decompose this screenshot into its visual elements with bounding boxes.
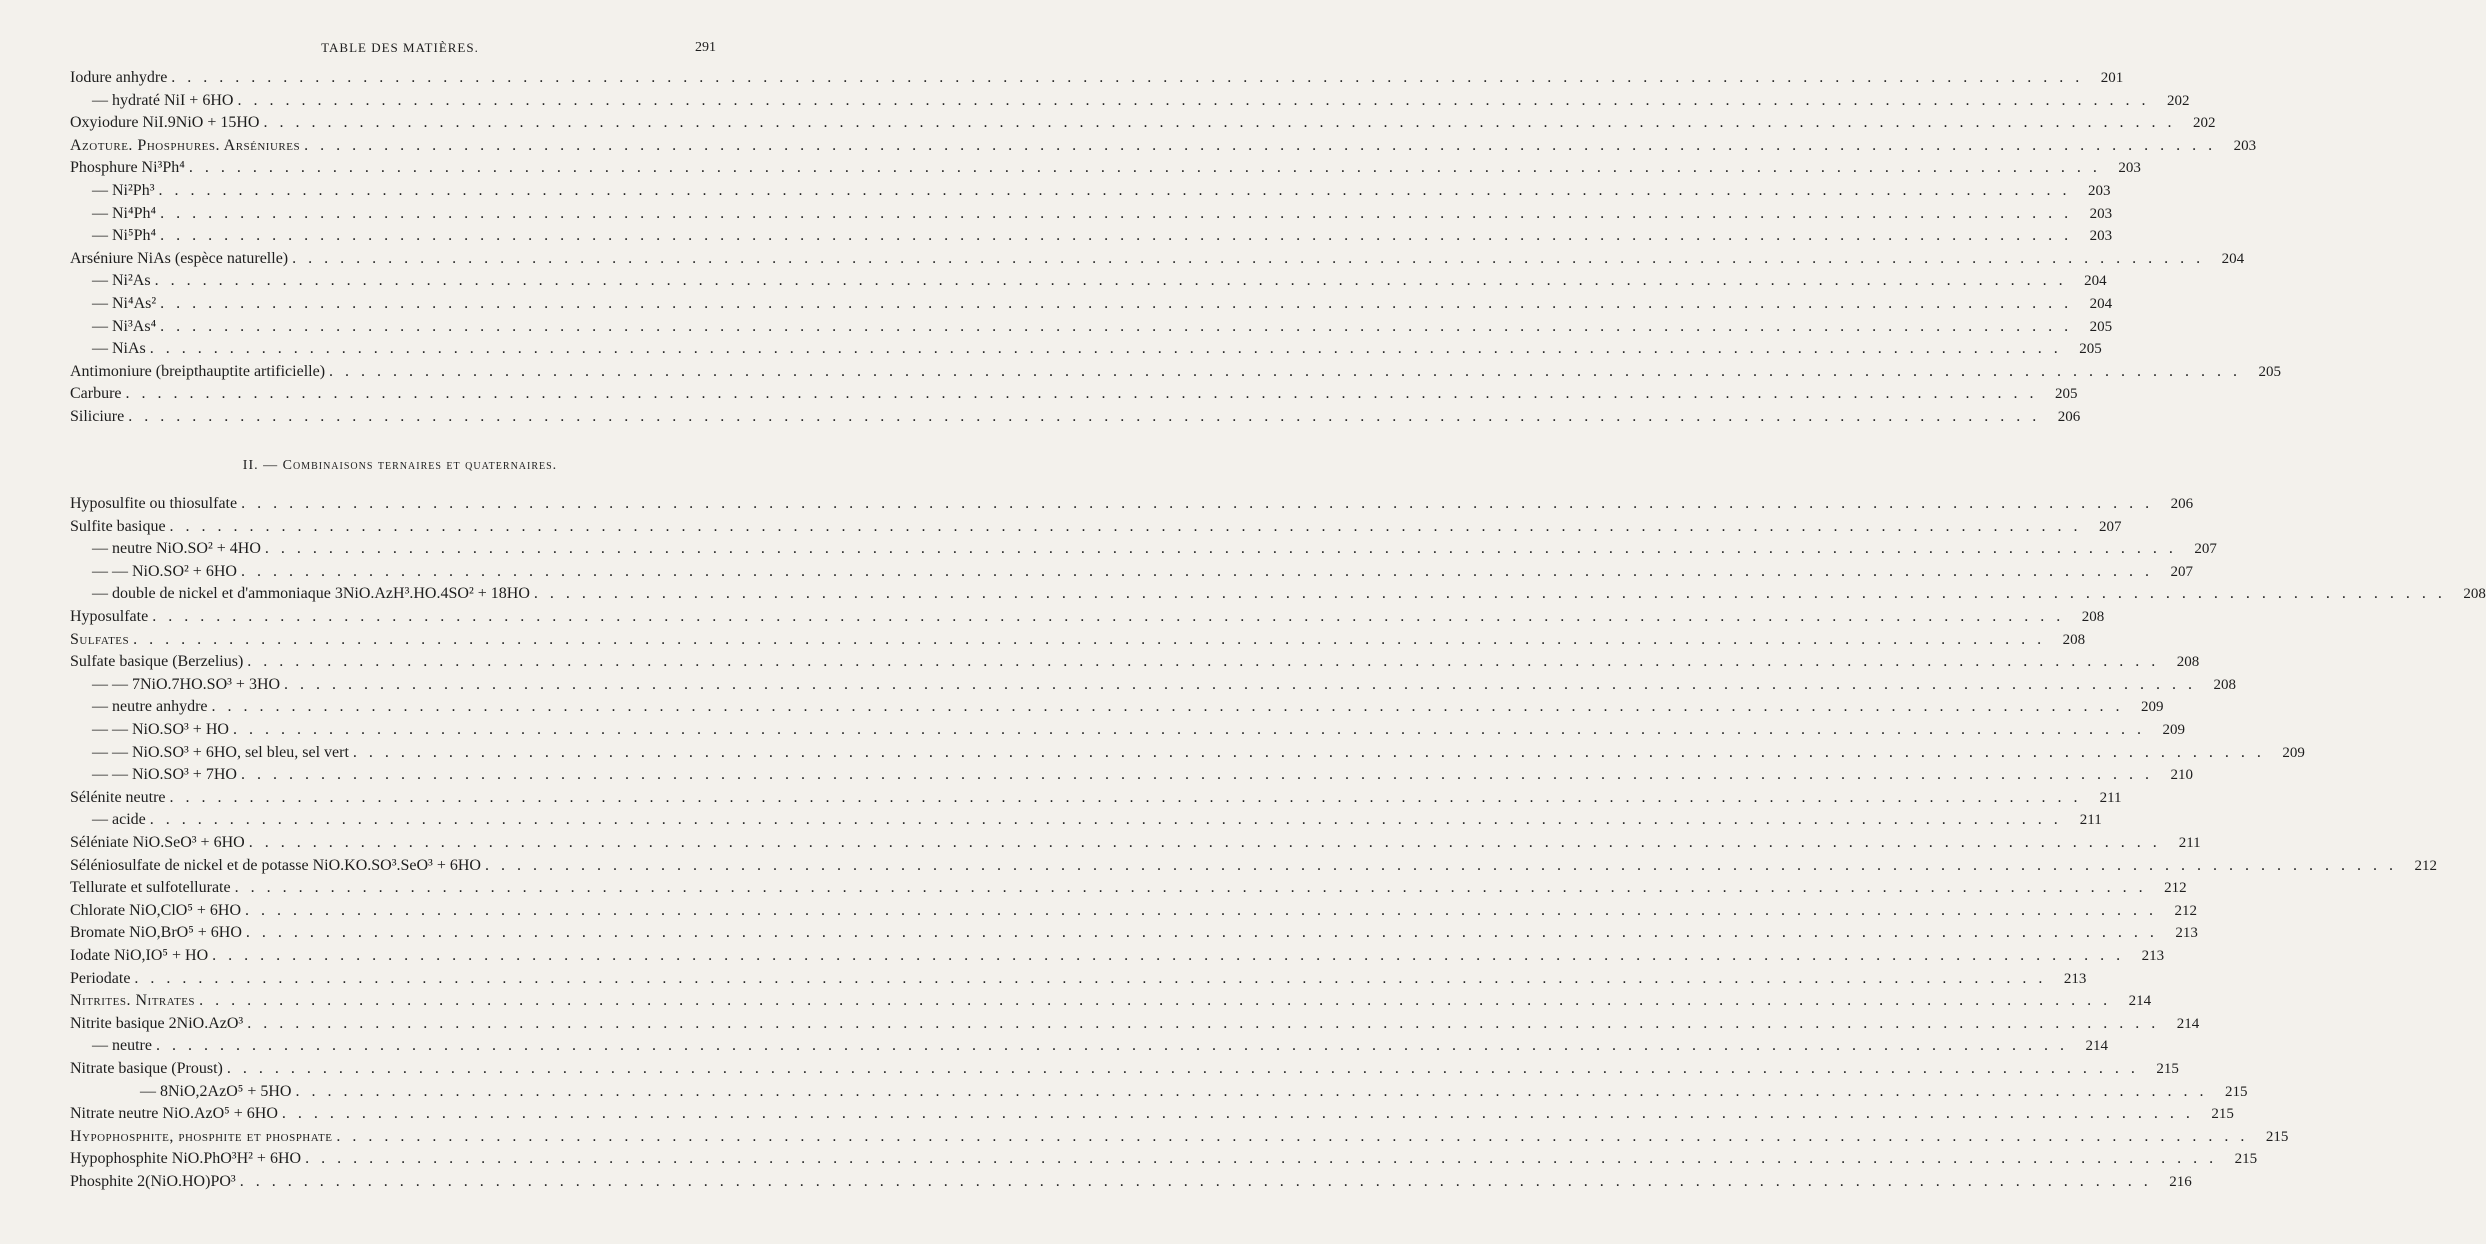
toc-entry[interactable] [70, 134, 2257, 156]
leader-dots: . . . . . . . . . . . . . . . . . . . . . . . . . . . . . . . . . . . . . . . . . . . . . . . . . . . . . . . . . . . . . . . . . . . . . . . . . . . . . . . . . . . . . . . . . . . . . . . . . . . . . . . . . . . . . . . . . . . . . . . . [149, 340, 2062, 358]
toc-entry[interactable] [70, 360, 2282, 382]
leader-dots: . . . . . . . . . . . . . . . . . . . . . . . . . . . . . . . . . . . . . . . . . . . . . . . . . . . . . . . . . . . . . . . . . . . . . . . . . . . . . . . . . . . . . . . . . . . . . . . . . . . . . . . . . . . . . . . . . . . . . . . . [245, 901, 2158, 919]
toc-entry-page: 216 [2169, 1174, 2192, 1190]
toc-entry-label: — Ni⁴As² [92, 295, 157, 312]
section-heading: II. — Combinaisons ternaires et quaternaires. [242, 458, 558, 473]
toc-entry[interactable] [70, 695, 2164, 717]
toc-entry-page: 214 [2176, 1015, 2200, 1032]
toc-entry[interactable] [70, 718, 2185, 740]
leader-dots: . . . . . . . . . . . . . . . . . . . . . . . . . . . . . . . . . . . . . . . . . . . . . . . . . . . . . . . . . . . . . . . . . . . . . . . . . . . . . . . . . . . . . . . . . . . . . . . . . . . . . . . . . . . . . . . . . . . . . . . . [263, 114, 2176, 132]
toc-entry[interactable] [70, 337, 2102, 359]
leader-dots: . . . . . . . . . . . . . . . . . . . . . . . . . . . . . . . . . . . . . . . . . . . . . . . . . . . . . . . . . . . . . . . . . . . . . . . . . . . . . . . . . . . . . . . . . . . . . . . . . . . . . . . . . . . . . . . . . . . . . . . . [264, 540, 2177, 558]
leader-dots: . . . . . . . . . . . . . . . . . . . . . . . . . . . . . . . . . . . . . . . . . . . . . . . . . . . . . . . . . . . . . . . . . . . . . . . . . . . . . . . . . . . . . . . . . . . . . . . . . . . . . . . . . . . . . . . . . . . . . . . . [160, 204, 2073, 222]
toc-entry-label: Bromate NiO,BrO⁵ + 6HO [70, 924, 242, 942]
leader-dots: . . . . . . . . . . . . . . . . . . . . . . . . . . . . . . . . . . . . . . . . . . . . . . . . . . . . . . . . . . . . . . . . . . . . . . . . . . . . . . . . . . . . . . . . . . . . . . . . . . . . . . . . . . . . . . . . . . . . . . . . [212, 947, 2125, 964]
toc-entry[interactable] [70, 269, 2107, 291]
leader-dots: . . . . . . . . . . . . . . . . . . . . . . . . . . . . . . . . . . . . . . . . . . . . . . . . . . . . . . . . . . . . . . . . . . . . . . . . . . . . . . . . . . . . . . . . . . . . . . . . . . . . . . . . . . . . . . . . . . . . . . . . [128, 408, 2041, 425]
toc-entry-page: 204 [2084, 273, 2107, 290]
toc-entry[interactable] [70, 1080, 2248, 1102]
leader-dots: . . . . . . . . . . . . . . . . . . . . . . . . . . . . . . . . . . . . . . . . . . . . . . . . . . . . . . . . . . . . . . . . . . . . . . . . . . . . . . . . . . . . . . . . . . . . . . . . . . . . . . . . . . . . . . . . . . . . . . . . [484, 856, 2397, 874]
leader-dots: . . . . . . . . . . . . . . . . . . . . . . . . . . . . . . . . . . . . . . . . . . . . . . . . . . . . . . . . . . . . . . . . . . . . . . . . . . . . . . . . . . . . . . . . . . . . . . . . . . . . . . . . . . . . . . . . . . . . . . . . [160, 227, 2073, 245]
leader-dots: . . . . . . . . . . . . . . . . . . . . . . . . . . . . . . . . . . . . . . . . . . . . . . . . . . . . . . . . . . . . . . . . . . . . . . . . . . . . . . . . . . . . . . . . . . . . . . . . . . . . . . . . . . . . . . . . . . . . . . . . [149, 811, 2062, 829]
toc-entry[interactable] [70, 989, 2152, 1011]
leader-dots: . . . . . . . . . . . . . . . . . . . . . . . . . . . . . . . . . . . . . . . . . . . . . . . . . . . . . . . . . . . . . . . . . . . . . . . . . . . . . . . . . . . . . . . . . . . . . . . . . . . . . . . . . . . . . . . . . . . . . . . . [237, 91, 2150, 109]
toc-entry[interactable] [70, 247, 2245, 269]
toc-entry[interactable] [70, 1102, 2234, 1124]
toc-entry-label: — hydraté NiI + 6HO [92, 91, 234, 109]
toc-entry-page: 209 [2282, 744, 2305, 761]
toc-entry-label: Sulfite basique [70, 517, 166, 535]
leader-dots: . . . . . . . . . . . . . . . . . . . . . . . . . . . . . . . . . . . . . . . . . . . . . . . . . . . . . . . . . . . . . . . . . . . . . . . . . . . . . . . . . . . . . . . . . . . . . . . . . . . . . . . . . . . . . . . . . . . . . . . . [133, 630, 2046, 648]
toc-entry-page: 205 [2258, 363, 2282, 380]
leader-dots: . . . . . . . . . . . . . . . . . . . . . . . . . . . . . . . . . . . . . . . . . . . . . . . . . . . . . . . . . . . . . . . . . . . . . . . . . . . . . . . . . . . . . . . . . . . . . . . . . . . . . . . . . . . . . . . . . . . . . . . . [125, 385, 2038, 403]
toc-entry-page: 207 [2170, 563, 2193, 580]
toc-entry-label: Nitrate neutre NiO.AzO⁵ + 6HO [70, 1105, 278, 1123]
leader-dots: . . . . . . . . . . . . . . . . . . . . . . . . . . . . . . . . . . . . . . . . . . . . . . . . . . . . . . . . . . . . . . . . . . . . . . . . . . . . . . . . . . . . . . . . . . . . . . . . . . . . . . . . . . . . . . . . . . . . . . . . [199, 992, 2112, 1010]
toc-entry-label: Azoture. Phosphures. Arséniures [70, 136, 301, 154]
leader-dots: . . . . . . . . . . . . . . . . . . . . . . . . . . . . . . . . . . . . . . . . . . . . . . . . . . . . . . . . . . . . . . . . . . . . . . . . . . . . . . . . . . . . . . . . . . . . . . . . . . . . . . . . . . . . . . . . . . . . . . . . [158, 182, 2071, 199]
toc-entry-label: Arséniure NiAs (espèce naturelle) [70, 249, 289, 267]
toc-entry-page: 204 [2089, 296, 2113, 312]
toc-entry-page: 213 [2175, 925, 2198, 942]
leader-dots: . . . . . . . . . . . . . . . . . . . . . . . . . . . . . . . . . . . . . . . . . . . . . . . . . . . . . . . . . . . . . . . . . . . . . . . . . . . . . . . . . . . . . . . . . . . . . . . . . . . . . . . . . . . . . . . . . . . . . . . . [155, 1037, 2068, 1055]
toc-entry-label: Chlorate NiO,ClO⁵ + 6HO [70, 901, 242, 919]
toc-entry-page: 202 [2192, 115, 2216, 132]
toc-entry[interactable] [70, 224, 2113, 246]
toc-entry[interactable] [70, 315, 2113, 337]
toc-entry-page: 214 [2085, 1038, 2108, 1055]
toc-entry-page: 202 [2166, 92, 2190, 109]
toc-entry[interactable] [70, 899, 2198, 921]
toc-entry-page: 208 [2062, 631, 2086, 648]
toc-entry[interactable] [70, 944, 2165, 966]
leader-dots: . . . . . . . . . . . . . . . . . . . . . . . . . . . . . . . . . . . . . . . . . . . . . . . . . . . . . . . . . . . . . . . . . . . . . . . . . . . . . . . . . . . . . . . . . . . . . . . . . . . . . . . . . . . . . . . . . . . . . . . . [329, 362, 2242, 380]
leader-dots: . . . . . . . . . . . . . . . . . . . . . . . . . . . . . . . . . . . . . . . . . . . . . . . . . . . . . . . . . . . . . . . . . . . . . . . . . . . . . . . . . . . . . . . . . . . . . . . . . . . . . . . . . . . . . . . . . . . . . . . . [240, 766, 2153, 784]
toc-entry-page: 213 [2141, 948, 2165, 964]
toc-entry-label: — 8NiO,2AzO⁵ + 5HO [140, 1082, 292, 1100]
toc-entry-label: Nitrate basique (Proust) [70, 1060, 223, 1077]
toc-entry-label: — Ni⁵Ph⁴ [92, 227, 157, 245]
leader-dots: . . . . . . . . . . . . . . . . . . . . . . . . . . . . . . . . . . . . . . . . . . . . . . . . . . . . . . . . . . . . . . . . . . . . . . . . . . . . . . . . . . . . . . . . . . . . . . . . . . . . . . . . . . . . . . . . . . . . . . . . [160, 317, 2073, 335]
page-header [0, 40, 800, 64]
toc-entry-label: — acide [92, 811, 146, 829]
toc-entry[interactable] [70, 786, 2122, 808]
toc-entry[interactable] [70, 605, 2105, 627]
toc-entry[interactable] [70, 515, 2122, 537]
toc-entry-label: — — NiO.SO³ + 6HO, sel bleu, sel vert [92, 743, 349, 761]
leader-dots: . . . . . . . . . . . . . . . . . . . . . . . . . . . . . . . . . . . . . . . . . . . . . . . . . . . . . . . . . . . . . . . . . . . . . . . . . . . . . . . . . . . . . . . . . . . . . . . . . . . . . . . . . . . . . . . . . . . . . . . . [234, 879, 2147, 897]
toc-entry-label: Séléniate NiO.SeO³ + 6HO [70, 834, 245, 851]
toc-entry[interactable] [70, 111, 2216, 133]
toc-entry-label: Carbure [70, 385, 122, 403]
toc-entry-label: — — NiO.SO³ + 7HO [92, 766, 237, 784]
toc-entry[interactable] [70, 650, 2200, 672]
toc-entry[interactable] [70, 876, 2187, 898]
toc-entry-label: — — NiO.SO² + 6HO [92, 562, 237, 580]
toc-entry[interactable] [70, 66, 2124, 88]
toc-entry-label: — neutre NiO.SO² + 4HO [92, 540, 261, 558]
leader-dots: . . . . . . . . . . . . . . . . . . . . . . . . . . . . . . . . . . . . . . . . . . . . . . . . . . . . . . . . . . . . . . . . . . . . . . . . . . . . . . . . . . . . . . . . . . . . . . . . . . . . . . . . . . . . . . . . . . . . . . . . [188, 159, 2101, 177]
toc-entry-page: 208 [2176, 654, 2200, 671]
toc-entry[interactable] [70, 854, 2437, 876]
toc-entry-label: — NiAs [92, 340, 146, 358]
toc-entry[interactable] [70, 808, 2102, 830]
leader-dots: . . . . . . . . . . . . . . . . . . . . . . . . . . . . . . . . . . . . . . . . . . . . . . . . . . . . . . . . . . . . . . . . . . . . . . . . . . . . . . . . . . . . . . . . . . . . . . . . . . . . . . . . . . . . . . . . . . . . . . . . [239, 1173, 2152, 1190]
toc-entry[interactable] [70, 831, 2201, 853]
toc-entry-label: — — NiO.SO³ + HO [92, 721, 229, 738]
leader-dots: . . . . . . . . . . . . . . . . . . . . . . . . . . . . . . . . . . . . . . . . . . . . . . . . . . . . . . . . . . . . . . . . . . . . . . . . . . . . . . . . . . . . . . . . . . . . . . . . . . . . . . . . . . . . . . . . . . . . . . . . [240, 562, 2153, 580]
toc-entry-page: 208 [2213, 676, 2237, 693]
toc-entry-page: 203 [2118, 160, 2141, 177]
leader-dots: . . . . . . . . . . . . . . . . . . . . . . . . . . . . . . . . . . . . . . . . . . . . . . . . . . . . . . . . . . . . . . . . . . . . . . . . . . . . . . . . . . . . . . . . . . . . . . . . . . . . . . . . . . . . . . . . . . . . . . . . [247, 653, 2160, 671]
leader-dots: . . . . . . . . . . . . . . . . . . . . . . . . . . . . . . . . . . . . . . . . . . . . . . . . . . . . . . . . . . . . . . . . . . . . . . . . . . . . . . . . . . . . . . . . . . . . . . . . . . . . . . . . . . . . . . . . . . . . . . . . [154, 272, 2067, 290]
toc-entry[interactable] [70, 179, 2111, 201]
toc-entry-label: Hyposulfate [70, 608, 149, 625]
toc-entry[interactable] [70, 741, 2305, 763]
toc-entry-page: 204 [2221, 250, 2245, 267]
toc-entry-label: — neutre anhydre [92, 698, 208, 716]
toc-entry-page: 206 [2057, 409, 2081, 425]
leader-dots: . . . . . . . . . . . . . . . . . . . . . . . . . . . . . . . . . . . . . . . . . . . . . . . . . . . . . . . . . . . . . . . . . . . . . . . . . . . . . . . . . . . . . . . . . . . . . . . . . . . . . . . . . . . . . . . . . . . . . . . . [305, 1150, 2218, 1168]
toc-entry-page: 215 [2211, 1106, 2234, 1123]
toc-entry-page: 215 [2156, 1061, 2179, 1077]
toc-entry[interactable] [70, 1057, 2179, 1079]
toc-entry[interactable] [70, 292, 2113, 314]
toc-entry-label: — neutre [92, 1037, 152, 1055]
leader-dots: . . . . . . . . . . . . . . . . . . . . . . . . . . . . . . . . . . . . . . . . . . . . . . . . . . . . . . . . . . . . . . . . . . . . . . . . . . . . . . . . . . . . . . . . . . . . . . . . . . . . . . . . . . . . . . . . . . . . . . . . [295, 1082, 2208, 1100]
toc-entry-page: 215 [2224, 1083, 2248, 1100]
running-title: TABLE DES MATIÈRES. [321, 40, 479, 55]
toc-entry-label: — Ni³As⁴ [92, 317, 157, 335]
leader-dots: . . . . . . . . . . . . . . . . . . . . . . . . . . . . . . . . . . . . . . . . . . . . . . . . . . . . . . . . . . . . . . . . . . . . . . . . . . . . . . . . . . . . . . . . . . . . . . . . . . . . . . . . . . . . . . . . . . . . . . . . [304, 136, 2217, 154]
leader-dots: . . . . . . . . . . . . . . . . . . . . . . . . . . . . . . . . . . . . . . . . . . . . . . . . . . . . . . . . . . . . . . . . . . . . . . . . . . . . . . . . . . . . . . . . . . . . . . . . . . . . . . . . . . . . . . . . . . . . . . . . [533, 585, 2446, 603]
toc-entry[interactable] [70, 673, 2237, 695]
toc-entry-label: Siliciure [70, 408, 125, 425]
leader-dots: . . . . . . . . . . . . . . . . . . . . . . . . . . . . . . . . . . . . . . . . . . . . . . . . . . . . . . . . . . . . . . . . . . . . . . . . . . . . . . . . . . . . . . . . . . . . . . . . . . . . . . . . . . . . . . . . . . . . . . . . [245, 924, 2158, 942]
toc-entry-label: Nitrite basique 2NiO.AzO³ [70, 1014, 244, 1032]
leader-dots: . . . . . . . . . . . . . . . . . . . . . . . . . . . . . . . . . . . . . . . . . . . . . . . . . . . . . . . . . . . . . . . . . . . . . . . . . . . . . . . . . . . . . . . . . . . . . . . . . . . . . . . . . . . . . . . . . . . . . . . . [241, 495, 2154, 512]
toc-entry[interactable] [70, 202, 2113, 224]
toc-entry-page: 207 [2194, 541, 2217, 558]
toc-entry-page: 211 [2178, 835, 2201, 851]
leader-dots: . . . . . . . . . . . . . . . . . . . . . . . . . . . . . . . . . . . . . . . . . . . . . . . . . . . . . . . . . . . . . . . . . . . . . . . . . . . . . . . . . . . . . . . . . . . . . . . . . . . . . . . . . . . . . . . . . . . . . . . . [134, 969, 2047, 987]
toc-entry[interactable] [70, 1125, 2289, 1147]
toc-entry-label: — — 7NiO.7HO.SO³ + 3HO [92, 675, 281, 693]
toc-entry-label: Periodate [70, 969, 131, 987]
toc-entry[interactable] [70, 1034, 2108, 1056]
toc-entry-page: 211 [2099, 789, 2122, 806]
page-number: 291 [695, 40, 716, 55]
toc-entry[interactable] [70, 1012, 2200, 1034]
toc-entry[interactable] [70, 537, 2217, 559]
leader-dots: . . . . . . . . . . . . . . . . . . . . . . . . . . . . . . . . . . . . . . . . . . . . . . . . . . . . . . . . . . . . . . . . . . . . . . . . . . . . . . . . . . . . . . . . . . . . . . . . . . . . . . . . . . . . . . . . . . . . . . . . [336, 1127, 2249, 1145]
leader-dots: . . . . . . . . . . . . . . . . . . . . . . . . . . . . . . . . . . . . . . . . . . . . . . . . . . . . . . . . . . . . . . . . . . . . . . . . . . . . . . . . . . . . . . . . . . . . . . . . . . . . . . . . . . . . . . . . . . . . . . . . [160, 295, 2073, 312]
toc-entry-page: 215 [2265, 1128, 2289, 1145]
toc-entry[interactable] [70, 89, 2190, 111]
toc-entry[interactable] [70, 405, 2081, 427]
leader-dots: . . . . . . . . . . . . . . . . . . . . . . . . . . . . . . . . . . . . . . . . . . . . . . . . . . . . . . . . . . . . . . . . . . . . . . . . . . . . . . . . . . . . . . . . . . . . . . . . . . . . . . . . . . . . . . . . . . . . . . . . [248, 834, 2161, 851]
toc-entry-page: 203 [2089, 228, 2113, 245]
toc-entry[interactable] [70, 1147, 2258, 1169]
toc-entry-label: Hyposulfite ou thiosulfate [70, 495, 238, 512]
toc-entry-label: Oxyiodure NiI.9NiO + 15HO [70, 114, 260, 132]
toc-entry-label: Phosphite 2(NiO.HO)PO³ [70, 1173, 236, 1190]
leader-dots: . . . . . . . . . . . . . . . . . . . . . . . . . . . . . . . . . . . . . . . . . . . . . . . . . . . . . . . . . . . . . . . . . . . . . . . . . . . . . . . . . . . . . . . . . . . . . . . . . . . . . . . . . . . . . . . . . . . . . . . . [281, 1105, 2194, 1123]
toc-entry-page: 212 [2414, 857, 2437, 874]
toc-entry-label: Hypophosphite NiO.PhO³H² + 6HO [70, 1150, 302, 1168]
toc-entry-page: 206 [2170, 496, 2194, 512]
leader-dots: . . . . . . . . . . . . . . . . . . . . . . . . . . . . . . . . . . . . . . . . . . . . . . . . . . . . . . . . . . . . . . . . . . . . . . . . . . . . . . . . . . . . . . . . . . . . . . . . . . . . . . . . . . . . . . . . . . . . . . . . [232, 721, 2145, 738]
leader-dots: . . . . . . . . . . . . . . . . . . . . . . . . . . . . . . . . . . . . . . . . . . . . . . . . . . . . . . . . . . . . . . . . . . . . . . . . . . . . . . . . . . . . . . . . . . . . . . . . . . . . . . . . . . . . . . . . . . . . . . . . [169, 517, 2082, 535]
toc-entry[interactable] [70, 492, 2194, 514]
toc-entry-page: 212 [2164, 880, 2187, 897]
toc-entry[interactable] [70, 628, 2086, 650]
toc-entry-label: Nitrites. Nitrates [70, 992, 196, 1010]
leader-dots: . . . . . . . . . . . . . . . . . . . . . . . . . . . . . . . . . . . . . . . . . . . . . . . . . . . . . . . . . . . . . . . . . . . . . . . . . . . . . . . . . . . . . . . . . . . . . . . . . . . . . . . . . . . . . . . . . . . . . . . . [171, 69, 2084, 86]
toc-entry-page: 203 [2233, 137, 2257, 154]
leader-dots: . . . . . . . . . . . . . . . . . . . . . . . . . . . . . . . . . . . . . . . . . . . . . . . . . . . . . . . . . . . . . . . . . . . . . . . . . . . . . . . . . . . . . . . . . . . . . . . . . . . . . . . . . . . . . . . . . . . . . . . . [247, 1014, 2160, 1032]
leader-dots: . . . . . . . . . . . . . . . . . . . . . . . . . . . . . . . . . . . . . . . . . . . . . . . . . . . . . . . . . . . . . . . . . . . . . . . . . . . . . . . . . . . . . . . . . . . . . . . . . . . . . . . . . . . . . . . . . . . . . . . . [211, 698, 2124, 716]
leader-dots: . . . . . . . . . . . . . . . . . . . . . . . . . . . . . . . . . . . . . . . . . . . . . . . . . . . . . . . . . . . . . . . . . . . . . . . . . . . . . . . . . . . . . . . . . . . . . . . . . . . . . . . . . . . . . . . . . . . . . . . . [169, 788, 2082, 806]
toc-entry-page: 207 [2099, 518, 2122, 535]
toc-entry-page: 211 [2079, 812, 2102, 829]
toc-entry-label: — Ni²As [92, 272, 151, 290]
toc-entry-page: 205 [2079, 341, 2102, 358]
toc-entry-label: Sulfates [70, 630, 130, 648]
leader-dots: . . . . . . . . . . . . . . . . . . . . . . . . . . . . . . . . . . . . . . . . . . . . . . . . . . . . . . . . . . . . . . . . . . . . . . . . . . . . . . . . . . . . . . . . . . . . . . . . . . . . . . . . . . . . . . . . . . . . . . . . [226, 1060, 2139, 1077]
toc-entry-label: Hypophosphite, phosphite et phosphate [70, 1127, 333, 1145]
toc-entry-page: 210 [2170, 767, 2193, 784]
toc-entry-label: — Ni²Ph³ [92, 182, 155, 199]
toc-entry-page: 209 [2141, 699, 2164, 716]
toc-entry-page: 213 [2063, 970, 2087, 987]
leader-dots: . . . . . . . . . . . . . . . . . . . . . . . . . . . . . . . . . . . . . . . . . . . . . . . . . . . . . . . . . . . . . . . . . . . . . . . . . . . . . . . . . . . . . . . . . . . . . . . . . . . . . . . . . . . . . . . . . . . . . . . . [292, 249, 2205, 267]
toc-entry-page: 212 [2174, 902, 2198, 919]
toc-entry-page: 201 [2100, 70, 2124, 86]
leader-dots: . . . . . . . . . . . . . . . . . . . . . . . . . . . . . . . . . . . . . . . . . . . . . . . . . . . . . . . . . . . . . . . . . . . . . . . . . . . . . . . . . . . . . . . . . . . . . . . . . . . . . . . . . . . . . . . . . . . . . . . . [284, 675, 2197, 693]
toc-entry-page: 203 [2089, 205, 2113, 222]
toc-entry[interactable] [70, 763, 2193, 785]
toc-entry-label: Iodure anhydre [70, 69, 168, 86]
toc-entry-page: 209 [2162, 722, 2185, 738]
toc-entry-label: Sulfate basique (Berzelius) [70, 653, 244, 671]
toc-entry-page: 215 [2234, 1151, 2258, 1168]
toc-entry-label: — double de nickel et d'ammoniaque 3NiO.AzH³.HO.4SO² + 18HO [92, 585, 530, 603]
leader-dots: . . . . . . . . . . . . . . . . . . . . . . . . . . . . . . . . . . . . . . . . . . . . . . . . . . . . . . . . . . . . . . . . . . . . . . . . . . . . . . . . . . . . . . . . . . . . . . . . . . . . . . . . . . . . . . . . . . . . . . . . [152, 608, 2065, 625]
toc-entry[interactable] [70, 560, 2193, 582]
toc-entry[interactable] [70, 156, 2141, 178]
toc-entry-label: Iodate NiO,IO⁵ + HO [70, 947, 209, 964]
toc-entry[interactable] [70, 1170, 2192, 1192]
toc-entry-page: 208 [2081, 609, 2105, 625]
toc-entry-label: Phosphure Ni³Ph⁴ [70, 159, 185, 177]
toc-entry-label: Séléniosulfate de nickel et de potasse NiO.KO.SO³.SeO³ + 6HO [70, 856, 481, 874]
toc-entry-label: Tellurate et sulfotellurate [70, 879, 231, 897]
toc-entry[interactable] [70, 382, 2078, 404]
toc-entry-page: 205 [2055, 386, 2078, 403]
toc-entry-page: 214 [2128, 993, 2152, 1010]
toc-entry-label: Sélénite neutre [70, 788, 166, 806]
toc-entry-page: 205 [2089, 318, 2113, 335]
toc-entry[interactable] [70, 582, 2486, 604]
leader-dots: . . . . . . . . . . . . . . . . . . . . . . . . . . . . . . . . . . . . . . . . . . . . . . . . . . . . . . . . . . . . . . . . . . . . . . . . . . . . . . . . . . . . . . . . . . . . . . . . . . . . . . . . . . . . . . . . . . . . . . . . [352, 743, 2265, 761]
toc-entry-label: — Ni⁴Ph⁴ [92, 204, 157, 222]
toc-entry[interactable] [70, 921, 2198, 943]
toc-entry-page: 208 [2463, 586, 2486, 603]
toc-entry[interactable] [70, 967, 2087, 989]
toc-entry-label: Antimoniure (breipthauptite artificielle) [70, 362, 326, 380]
toc-entry-page: 203 [2088, 183, 2111, 199]
